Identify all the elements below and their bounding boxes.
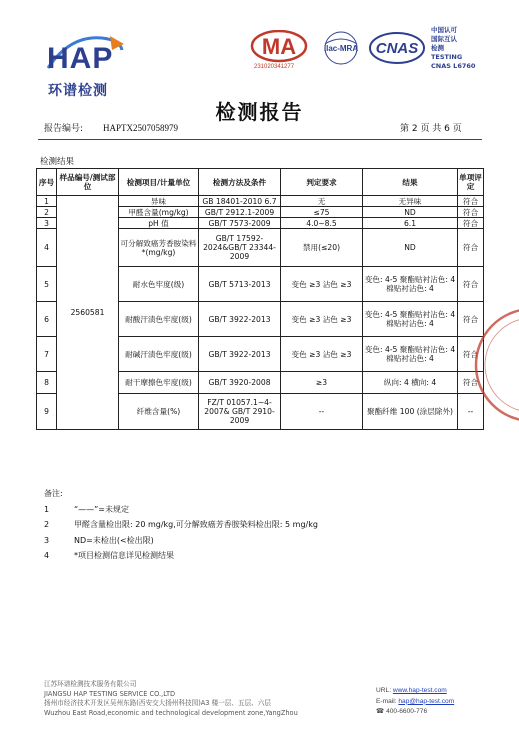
svg-text:CNAS: CNAS	[375, 40, 419, 57]
sample-number: 2560581	[57, 196, 119, 430]
note-item: 3 ND=未检出(<检出限)	[44, 535, 154, 545]
website-link[interactable]: www.hap-test.com	[392, 687, 447, 694]
header-req: 判定要求	[281, 169, 363, 196]
ilac-mra-icon	[318, 30, 364, 66]
header-no: 序号	[37, 169, 57, 196]
notes-label: 备注:	[44, 489, 63, 498]
footer-company: 江苏环谱检测技术服务有限公司 JIANGSU HAP TESTING SERVICE CO.,LTD 扬州市经济技术开发区吴州东路(西安交大扬州科技园)A3 楼一层、五层、六层 Wuzhou East Road,economic and technological development zone,YangZhou	[44, 680, 298, 717]
table-row: 9 纤维含量(%) FZ/T 01057.1~4-2007& GB/T 2910-2009 -- 聚酯纤维 100 (涂层除外) --	[37, 394, 484, 430]
hap-logo-cn: 环谱检测	[48, 83, 108, 99]
page-title: 检测报告	[215, 100, 304, 124]
table-header-row	[37, 169, 484, 196]
header-method: 检测方法及条件	[199, 169, 281, 196]
email-link[interactable]: hap@hap-test.com	[398, 697, 455, 705]
svg-text:MA: MA	[261, 34, 297, 59]
footer-contact: URL: www.hap-test.com E-mail: hap@hap-test.com ☎ 400-6600-776	[376, 687, 455, 715]
section-title: 检测结果	[40, 157, 75, 167]
cnas-icon	[368, 30, 426, 66]
note-item: 4 *项目检测信息详见检测结果	[44, 551, 174, 560]
header-eval: 单项评定	[458, 169, 484, 196]
results-table	[36, 168, 484, 430]
svg-text:ilac-MRA: ilac-MRA	[323, 44, 359, 53]
table-row: 1 2560581 异味 GB 18401-2010 6.7 无 无异味 符合	[37, 196, 484, 207]
table-row: 4 可分解致癌芳香胺染料*(mg/kg) GB/T 17592-2024&GB/T 23344-2009 禁用(≤20) ND 符合	[37, 229, 484, 267]
phone-icon: ☎	[376, 708, 385, 715]
notes	[44, 486, 318, 564]
ma-mark-icon	[250, 30, 308, 64]
header-sample: 样品编号/测试部位	[57, 169, 119, 196]
table-row: 8 耐干摩擦色牢度(级) GB/T 3920-2008 ≥3 纵向: 4 横向: 4 符合	[37, 372, 484, 394]
page-info: 第 2 页 共 6 页	[400, 124, 462, 134]
table-row: 6 耐酸汗渍色牢度(级) GB/T 3922-2013 变色 ≥3 沾色 ≥3 变色: 4-5 聚酯贴衬沾色: 4 棉贴衬沾色: 4 符合	[37, 302, 484, 337]
table-row: 2 甲醛含量(mg/kg) GB/T 2912.1-2009 ≤75 ND 符合	[37, 207, 484, 218]
divider	[38, 139, 482, 140]
table-row: 7 耐碱汗渍色牢度(级) GB/T 3922-2013 变色 ≥3 沾色 ≥3 变色: 4-5 聚酯贴衬沾色: 4 棉贴衬沾色: 4 符合	[37, 337, 484, 372]
cnas-text: 中国认可 国际互认 检测 TESTING CNAS L6760	[431, 26, 476, 70]
note-item: 2 甲醛含量检出限: 20 mg/kg,可分解致癌芳香胺染料检出限: 5 mg/kg	[44, 520, 318, 529]
ma-number: 231020341277	[254, 64, 295, 70]
header-result: 结果	[363, 169, 458, 196]
company-stamp-icon	[470, 305, 519, 425]
header-item: 检测项目/计量单位	[119, 169, 199, 196]
table-row: 3 pH 值 GB/T 7573-2009 4.0~8.5 6.1 符合	[37, 218, 484, 229]
table-row: 5 耐水色牢度(级) GB/T 5713-2013 变色 ≥3 沾色 ≥3 变色: 4-5 聚酯贴衬沾色: 4 棉贴衬沾色: 4 符合	[37, 267, 484, 302]
note-item: 1 “——”=未规定	[44, 504, 129, 514]
report-number: 报告编号: HAPTX2507058979	[44, 123, 179, 134]
hap-logo-text: HAP	[47, 42, 114, 75]
